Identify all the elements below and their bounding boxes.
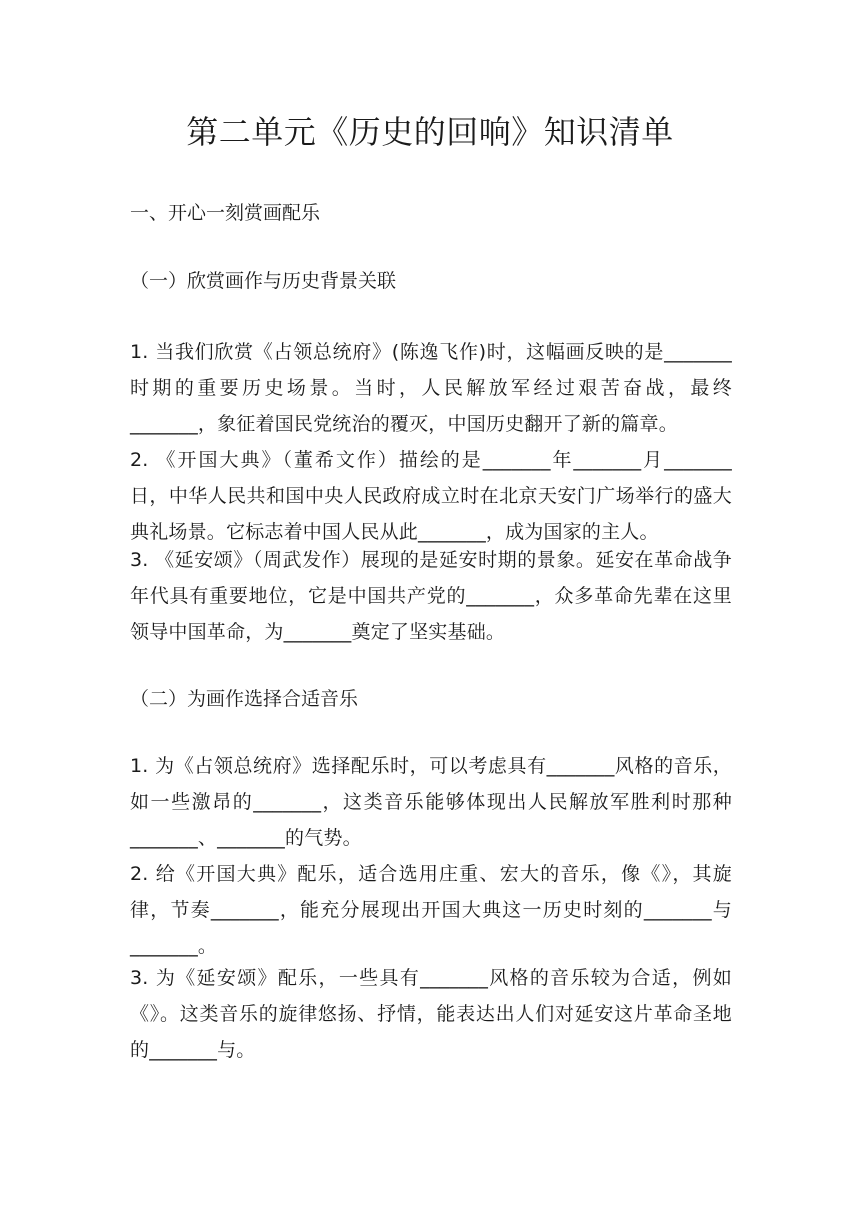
page-title: 第二单元《历史的回响》知识清单 — [186, 113, 674, 151]
question-paragraph-6: 3. 为《延安颂》配乐，一些具有_______风格的音乐较为合适，例如《》。这类音乐的旋律悠扬、抒情，能表达出人们对延安这片革命圣地的_______与。 — [130, 967, 732, 1061]
section-heading: 一、开心一刻赏画配乐 — [130, 202, 321, 224]
subsection-heading-music: （二）为画作选择合适音乐 — [130, 688, 359, 710]
question-paragraph-4: 1. 为《占领总统府》选择配乐时，可以考虑具有_______风格的音乐，如一些激昂的_______，这类音乐能够体现出人民解放军胜利时那种_______、_______的气势。 — [130, 755, 732, 849]
question-paragraph-3: 3. 《延安颂》（周武发作）展现的是延安时期的景象。延安在革命战争年代具有重要地位，它是中国共产党的_______，众多革命先辈在这里领导中国革命，为_______奠定了坚实基础。 — [130, 549, 732, 643]
question-paragraph-1: 1. 当我们欣赏《占领总统府》(陈逸飞作)时，这幅画反映的是_______时期的重要历史场景。当时，人民解放军经过艰苦奋战，最终_______，象征着国民党统治的覆灭，中国历史翻开了新的篇章。 — [130, 341, 732, 435]
question-paragraph-5: 2. 给《开国大典》配乐，适合选用庄重、宏大的音乐，像《》，其旋律，节奏_______，能充分展现出开国大典这一历史时刻的_______与_______。 — [130, 863, 732, 957]
question-paragraph-2: 2. 《开国大典》（董希文作）描绘的是_______年_______月_______日，中华人民共和国中央人民政府成立时在北京天安门广场举行的盛大典礼场景。它标志着中国人民从此_______，成为国家的主人。 — [130, 449, 732, 543]
subsection-heading-appreciation: （一）欣赏画作与历史背景关联 — [130, 270, 397, 292]
